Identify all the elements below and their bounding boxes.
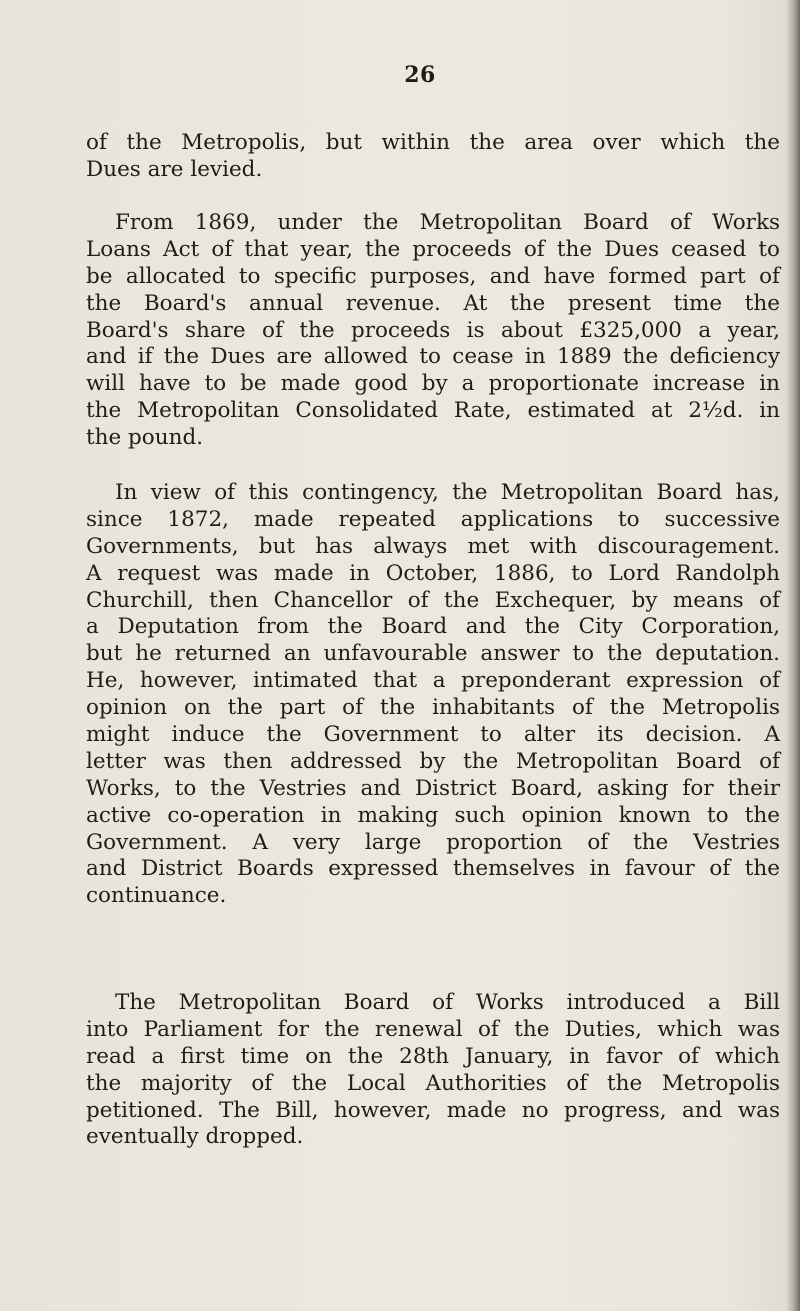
text-line: the majority of the Local Authorities of the Metropolis <box>86 1070 780 1096</box>
paragraph-3 <box>86 480 780 910</box>
text-line: letter was then addressed by the Metropolitan Board of <box>86 748 780 774</box>
text-line: Loans Act of that year, the proceeds of the Dues ceased to <box>86 236 780 262</box>
text-line: Governments, but has always met with discouragement. <box>86 533 780 559</box>
page-edge-shadow <box>786 0 800 1311</box>
text-line: The Metropolitan Board of Works introduced a Bill <box>115 990 780 1015</box>
text-line: petitioned. The Bill, however, made no progress, and was <box>86 1097 780 1123</box>
text-line: might induce the Government to alter its decision. A <box>86 722 780 748</box>
text-line: into Parliament for the renewal of the Duties, which was <box>86 1016 780 1042</box>
text-line: and District Boards expressed themselves in favour of the <box>86 856 780 882</box>
text-line: Government. A very large proportion of the Vestries <box>86 829 780 855</box>
text-line: be allocated to specific purposes, and have formed part of <box>86 263 780 289</box>
text-line: Churchill, then Chancellor of the Exchequer, by means of <box>86 587 780 613</box>
text-line: but he returned an unfavourable answer to the deputation. <box>86 641 780 667</box>
paragraph-2 <box>86 210 780 452</box>
text-line: the pound. <box>86 425 204 451</box>
text-line: read a first time on the 28th January, in favor of which <box>86 1043 780 1069</box>
text-line: Board's share of the proceeds is about £325,000 a year, <box>86 317 780 343</box>
paragraph-1 <box>86 130 780 184</box>
text-line: active co-operation in making such opinion known to the <box>86 802 780 828</box>
text-line: since 1872, made repeated applications to successive <box>86 506 780 532</box>
text-line: A request was made in October, 1886, to Lord Randolph <box>86 560 780 586</box>
text-line: opinion on the part of the inhabitants of the Metropolis <box>86 695 780 721</box>
text-line: eventually dropped. <box>86 1124 304 1150</box>
text-line: Works, to the Vestries and District Board, asking for their <box>86 775 780 801</box>
text-line: of the Metropolis, but within the area over which the <box>86 130 780 155</box>
text-line: a Deputation from the Board and the City Corporation, <box>86 614 780 640</box>
paragraph-4 <box>86 990 780 1151</box>
text-line: In view of this contingency, the Metropolitan Board has, <box>115 480 780 505</box>
text-line: continuance. <box>86 883 227 909</box>
text-line: the Board's annual revenue. At the present time the <box>86 290 780 316</box>
text-line: Dues are levied. <box>86 156 263 182</box>
text-line: From 1869, under the Metropolitan Board of Works <box>115 210 780 235</box>
text-line: He, however, intimated that a preponderant expression of <box>86 668 780 694</box>
text-line: the Metropolitan Consolidated Rate, estimated at 2½d. in <box>86 398 780 424</box>
page-number: 26 <box>404 62 436 88</box>
text-line: and if the Dues are allowed to cease in 1889 the deficiency <box>86 344 780 370</box>
text-line: will have to be made good by a proportionate increase in <box>86 371 780 397</box>
